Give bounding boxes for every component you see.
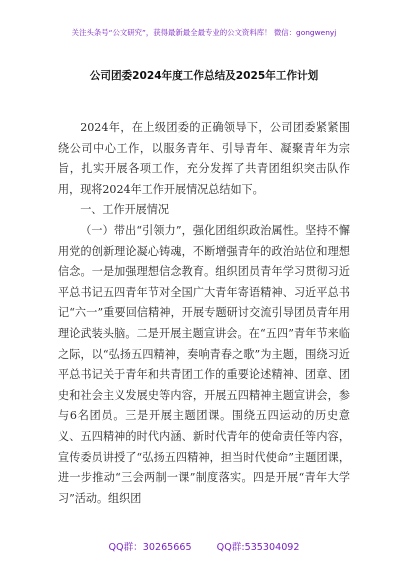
footer-qq-group-1: QQ群：30265665: [108, 542, 192, 553]
footer-contact: [0, 539, 408, 553]
header-banner: 关注头条号“公文研究”，获得最新最全最专业的公文资料库！ 微信：gongwenyj: [71, 28, 337, 37]
section-heading: 一、工作开展情况: [80, 203, 169, 217]
intro-paragraph: 2024年，在上级团委的正确领导下，公司团委紧紧围绕公司中心工作，以服务青年、引导青年、凝聚青年为宗旨，扎实开展各项工作，充分发挥了共青团组织突击队作用，现将2024年工作开展情况总结如下。: [58, 121, 350, 196]
footer-qq-group-2: QQ群:535304092: [216, 542, 300, 553]
document-title: 公司团委2024年度工作总结及2025年工作计划: [89, 70, 319, 82]
body-paragraph: （一）带出“引领力”，强化团组织政治属性。坚持不懈用党的创新理论凝心铸魂，不断增强青年的政治站位和理想信念。一是加强理想信念教育。组织团员青年学习贯彻习近平总书记五四青年节对全国广大青年寄语精神、习近平总书记“六一”重要回信精神，开展专题研讨交流引导团员青年用理论武装头脑。二是开展主题宣讲会。在“五四”青年节来临之际，以“弘扬五四精神，奏响青春之歌”为主题，围绕习近平总书记关于青年和共青团工作的重要论述精神、团章、团史和社会主义发展史等内容，开展五四精神主题宣讲会，参与6名团员。三是开展主题团课。围绕五四运动的历史意义、五四精神的时代内涵、新时代青年的使命责任等内容，宣传委员讲授了“弘扬五四精神，担当时代使命”主题团课，进一步推动“三会两制一课”制度落实。四是开展“青年大学习”活动。组织团: [58, 223, 350, 505]
document-body: [58, 118, 350, 509]
